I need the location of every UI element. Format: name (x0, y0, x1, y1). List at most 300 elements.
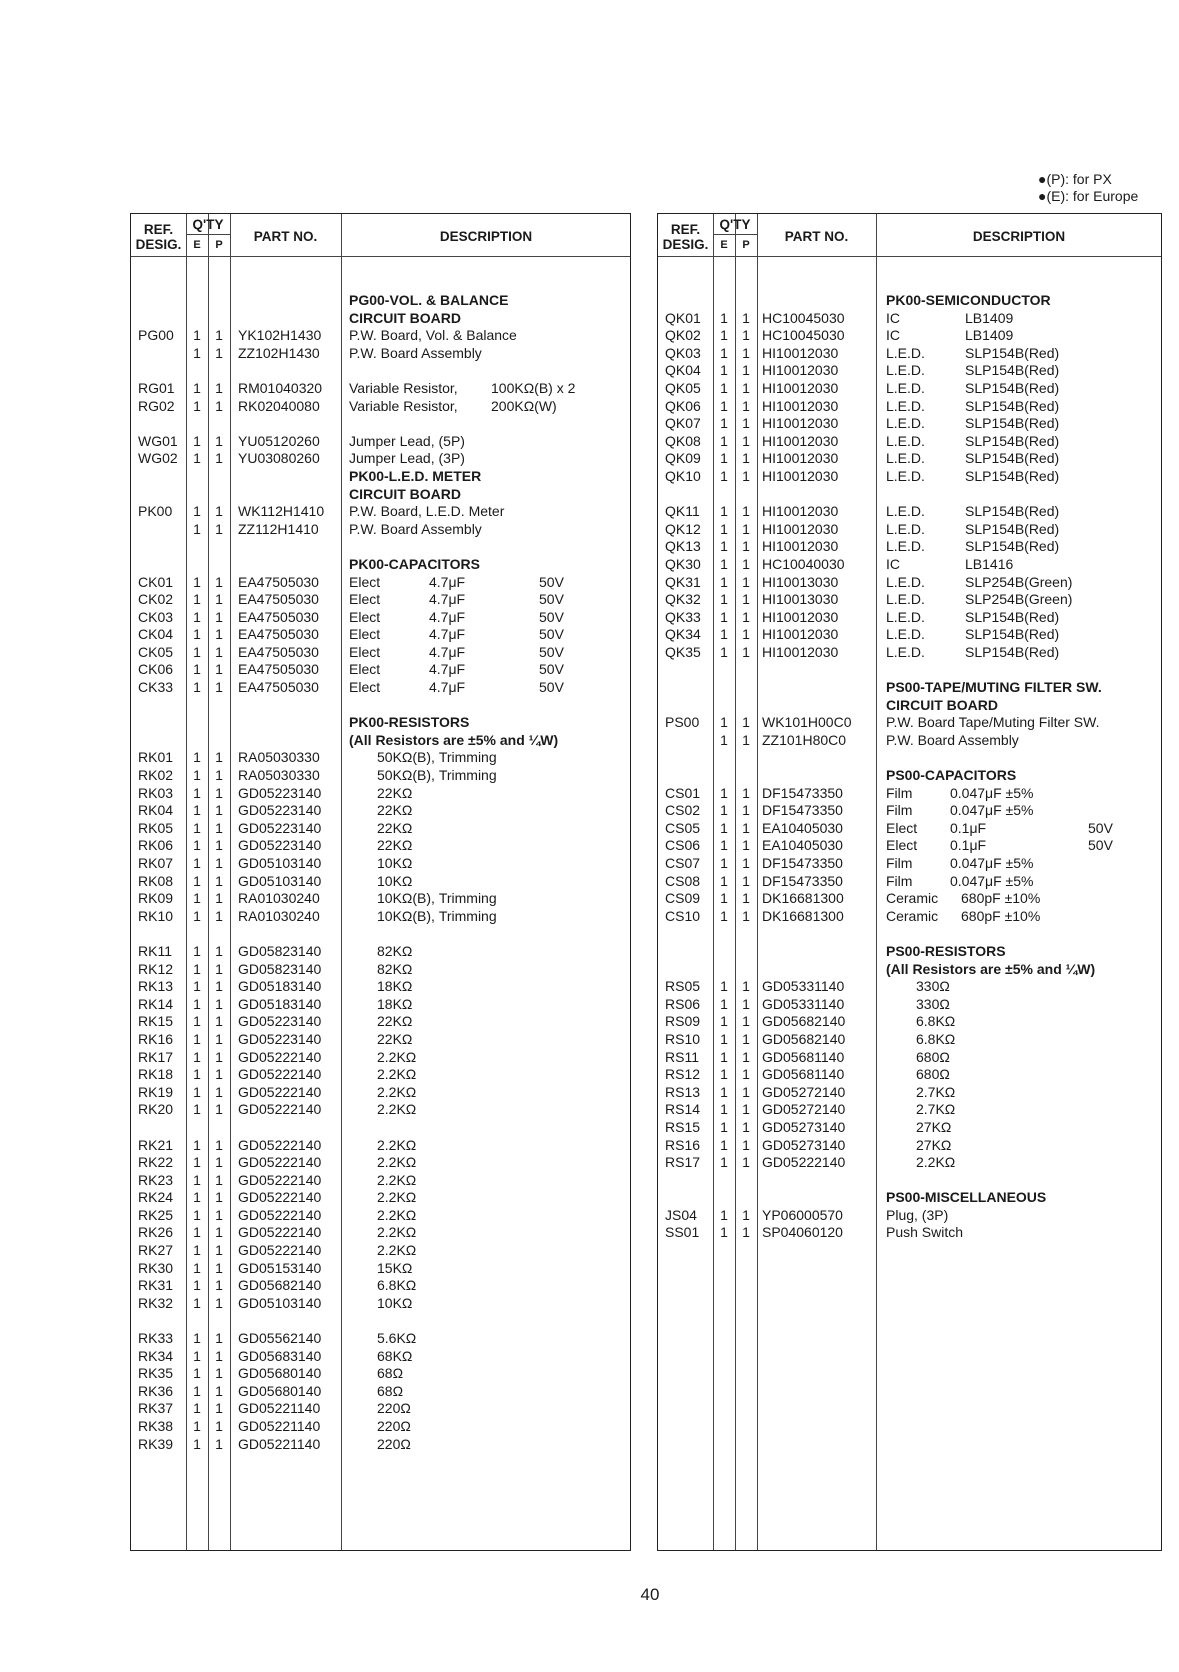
qty-e: 1 (193, 1189, 201, 1206)
qty-p: 1 (742, 1013, 750, 1030)
qty-e: 1 (193, 520, 201, 537)
part-number: HI10012030 (762, 415, 839, 432)
part-number: EA47505030 (238, 608, 319, 625)
qty-p: 1 (215, 643, 223, 660)
qty-e: 1 (193, 379, 201, 396)
part-row (131, 591, 630, 609)
qty-p: 1 (215, 1382, 223, 1399)
value: 2.7KΩ (916, 1083, 956, 1100)
part-row (658, 1049, 1161, 1067)
ref-desig: RG02 (138, 397, 175, 414)
value: 0.1μF (950, 819, 987, 836)
part-number: GD05222140 (238, 1171, 322, 1188)
value: 50KΩ(B), Trimming (377, 767, 497, 784)
value: 4.7μF (429, 643, 466, 660)
description: Jumper Lead, (5P) (349, 432, 465, 449)
part-number: RK02040080 (238, 397, 320, 414)
section-heading (658, 943, 1161, 961)
qty-p: 1 (742, 784, 750, 801)
qty-p: 1 (742, 1224, 750, 1241)
description: P.W. Board Tape/Muting Filter SW. (886, 714, 1100, 731)
section-title: PS00-MISCELLANEOUS (886, 1189, 1047, 1206)
qty-p: 1 (215, 1347, 223, 1364)
qty-p: 1 (215, 626, 223, 643)
part-row (131, 345, 630, 363)
qty-e: 1 (720, 1154, 728, 1171)
section-heading (131, 486, 630, 504)
value: 330Ω (916, 995, 950, 1012)
part-number: GD05680140 (238, 1365, 322, 1382)
qty-p: 1 (215, 1206, 223, 1223)
ref-desig: QK04 (665, 362, 701, 379)
voltage: 50V (539, 661, 564, 678)
ref-desig: QK07 (665, 415, 701, 432)
qty-p: 1 (742, 872, 750, 889)
part-row (131, 450, 630, 468)
part-number: YP06000570 (762, 1206, 843, 1223)
qty-p: 1 (742, 643, 750, 660)
ref-desig: RK07 (138, 855, 174, 871)
part-row (658, 433, 1161, 451)
ref-desig: RK08 (138, 872, 174, 889)
part-row (658, 556, 1161, 574)
qty-p: 1 (742, 1118, 750, 1135)
part-row (131, 1101, 630, 1119)
qty-p: 1 (215, 802, 223, 819)
part-number: HI10012030 (762, 344, 839, 361)
qty-e: 1 (193, 1365, 201, 1382)
part-row (658, 538, 1161, 556)
qty-e: 1 (193, 784, 201, 801)
qty-e: 1 (193, 749, 201, 766)
voltage: 50V (539, 591, 564, 608)
ref-desig: QK05 (665, 379, 701, 396)
value: 220Ω (377, 1418, 411, 1434)
description: Elect (349, 626, 381, 643)
voltage: 50V (539, 679, 564, 696)
part-number: HI10012030 (762, 397, 839, 414)
value: 27KΩ (916, 1136, 952, 1153)
qty-p: 1 (742, 379, 750, 396)
ref-desig: QK35 (665, 643, 701, 660)
description: Film (886, 802, 913, 819)
value: SLP154B(Red) (965, 520, 1060, 537)
qty-e: 1 (193, 450, 201, 467)
value: 0.1μF (950, 837, 987, 854)
part-row (658, 996, 1161, 1014)
ref-desig: RK14 (138, 995, 174, 1012)
qty-p: 1 (742, 890, 750, 907)
description: Variable Resistor, (349, 397, 458, 414)
qty-p: 1 (215, 1365, 223, 1382)
ref-desig: CS05 (665, 819, 701, 836)
description: Elect (886, 837, 918, 854)
part-row (658, 1224, 1161, 1242)
part-row (131, 1418, 630, 1436)
description: L.E.D. (886, 450, 925, 467)
qty-e: 1 (720, 819, 728, 836)
value: 10KΩ (377, 1294, 413, 1311)
ref-desig: CK03 (138, 608, 174, 625)
part-row (658, 890, 1161, 908)
qty-e: 1 (720, 872, 728, 889)
ref-desig: CS08 (665, 872, 701, 889)
part-number: GD05222140 (238, 1083, 322, 1100)
ref-desig: PS00 (665, 714, 700, 731)
qty-e: 1 (193, 802, 201, 819)
qty-p: 1 (215, 1242, 223, 1259)
qty-e: 1 (193, 503, 201, 520)
qty-p: 1 (742, 802, 750, 819)
part-number: RA01030240 (238, 907, 320, 924)
ref-desig: RG01 (138, 379, 175, 396)
description: P.W. Board Assembly (349, 344, 482, 361)
description: Elect (349, 591, 381, 608)
part-number: GD05682140 (762, 1013, 846, 1030)
part-number: HI10012030 (762, 643, 839, 660)
qty-e: 1 (720, 591, 728, 608)
ref-desig: RK11 (138, 942, 172, 959)
part-row (131, 679, 630, 697)
description: L.E.D. (886, 608, 925, 625)
qty-e: 1 (193, 1048, 201, 1065)
qty-e: 1 (193, 344, 201, 361)
qty-e: 1 (720, 1101, 728, 1118)
part-number: GD05682140 (762, 1030, 846, 1047)
ref-desig: RK25 (138, 1206, 174, 1223)
ref-desig: RK34 (138, 1347, 174, 1364)
qty-e: 1 (193, 767, 201, 784)
part-row (131, 1207, 630, 1225)
part-row (131, 855, 630, 873)
part-number: HI10012030 (762, 467, 839, 484)
part-row (131, 785, 630, 803)
ref-desig: RK18 (138, 1066, 174, 1083)
ref-desig: RS13 (665, 1083, 701, 1100)
value: 68Ω (377, 1365, 404, 1382)
description: P.W. Board Assembly (349, 520, 482, 537)
qty-e: 1 (193, 643, 201, 660)
part-number: GD05823140 (238, 960, 322, 977)
header-qty: Q'TY (719, 217, 751, 232)
qty-e: 1 (720, 344, 728, 361)
value: 50KΩ(B), Trimming (377, 749, 497, 766)
ref-desig: RK30 (138, 1259, 174, 1276)
value: SLP154B(Red) (965, 450, 1060, 467)
part-number: GD05223140 (238, 784, 322, 801)
voltage: 50V (1088, 837, 1113, 854)
qty-p: 1 (742, 1048, 750, 1065)
part-row (658, 873, 1161, 891)
qty-e: 1 (193, 591, 201, 608)
part-row (131, 1013, 630, 1031)
value: 10KΩ(B), Trimming (377, 890, 497, 907)
qty-e: 1 (720, 1083, 728, 1100)
part-number: HI10012030 (762, 432, 839, 449)
part-number: GD05223140 (238, 1013, 322, 1030)
header-description: DESCRIPTION (972, 229, 1066, 244)
part-row (131, 908, 630, 926)
qty-p: 1 (215, 907, 223, 924)
qty-p: 1 (215, 1189, 223, 1206)
part-number: GD05153140 (238, 1259, 322, 1276)
value: SLP154B(Red) (965, 397, 1060, 414)
parts-table-right (657, 213, 1162, 1551)
qty-e: 1 (193, 1330, 201, 1347)
part-row (131, 767, 630, 785)
part-row (658, 802, 1161, 820)
part-number: HI10012030 (762, 626, 839, 643)
value: SLP154B(Red) (965, 362, 1060, 379)
legend-europe: ●(E): for Europe (1038, 188, 1139, 204)
qty-e: 1 (720, 1118, 728, 1135)
description: L.E.D. (886, 344, 925, 361)
part-number: EA47505030 (238, 573, 319, 590)
qty-e: 1 (193, 608, 201, 625)
qty-p: 1 (215, 960, 223, 977)
qty-p: 1 (742, 978, 750, 995)
qty-e: 1 (193, 432, 201, 449)
value: 220Ω (377, 1435, 411, 1452)
qty-e: 1 (193, 1171, 201, 1188)
description: L.E.D. (886, 415, 925, 432)
description: IC (886, 309, 900, 326)
part-number: RA01030240 (238, 890, 320, 907)
ref-desig: QK33 (665, 608, 701, 625)
part-number: GD05221140 (238, 1418, 321, 1434)
section-title: CIRCUIT BOARD (886, 696, 998, 713)
part-number: EA47505030 (238, 591, 319, 608)
description: Elect (886, 819, 918, 836)
ref-desig: RK27 (138, 1242, 174, 1259)
qty-p: 1 (215, 1277, 223, 1294)
part-row (658, 820, 1161, 838)
qty-p: 1 (215, 608, 223, 625)
qty-p: 1 (742, 1154, 750, 1171)
description: L.E.D. (886, 503, 925, 520)
part-row (658, 380, 1161, 398)
section-heading (658, 292, 1161, 310)
ref-desig: CS01 (665, 784, 701, 801)
part-number: GD05272140 (762, 1101, 846, 1118)
qty-p: 1 (742, 432, 750, 449)
part-number: GD05562140 (238, 1330, 322, 1347)
qty-p: 1 (215, 1013, 223, 1030)
qty-p: 1 (742, 1030, 750, 1047)
ref-desig: RS05 (665, 978, 701, 995)
qty-p: 1 (215, 379, 223, 396)
qty-p: 1 (742, 995, 750, 1012)
part-number: GD05683140 (238, 1347, 322, 1364)
parts-table-left (130, 213, 631, 1551)
part-row (131, 1383, 630, 1401)
ref-desig: QK10 (665, 467, 701, 484)
qty-e: 1 (720, 1206, 728, 1223)
ref-desig: RK23 (138, 1171, 174, 1188)
part-number: HI10012030 (762, 450, 839, 467)
qty-e: 1 (193, 573, 201, 590)
header-ref: REF. DESIG. (135, 222, 182, 252)
qty-e: 1 (193, 819, 201, 836)
ref-desig: RS06 (665, 995, 701, 1012)
part-row (131, 1365, 630, 1383)
part-row (131, 873, 630, 891)
ref-desig: QK32 (665, 591, 701, 608)
qty-p: 1 (742, 573, 750, 590)
value: 6.8KΩ (916, 1030, 956, 1047)
value: 220Ω (377, 1400, 411, 1417)
ref-desig: RK35 (138, 1365, 174, 1382)
header-description: DESCRIPTION (439, 229, 533, 244)
value: SLP154B(Red) (965, 415, 1060, 432)
value: SLP154B(Red) (965, 344, 1060, 361)
qty-p: 1 (215, 432, 223, 449)
qty-e: 1 (193, 1101, 201, 1118)
ref-desig: RS10 (665, 1030, 701, 1047)
part-number: HI10012030 (762, 362, 839, 379)
part-row (131, 837, 630, 855)
part-row (131, 1224, 630, 1242)
part-row (131, 820, 630, 838)
qty-e: 1 (193, 855, 201, 871)
part-row (658, 362, 1161, 380)
part-row (658, 521, 1161, 539)
value: SLP254B(Green) (965, 573, 1073, 590)
part-row (131, 978, 630, 996)
qty-e: 1 (720, 978, 728, 995)
qty-p: 1 (215, 942, 223, 959)
qty-p: 1 (215, 1048, 223, 1065)
part-row (658, 327, 1161, 345)
description: Film (886, 872, 913, 889)
qty-p: 1 (742, 1083, 750, 1100)
qty-e: 1 (193, 397, 201, 414)
qty-e: 1 (193, 907, 201, 924)
description: Elect (349, 679, 381, 696)
value: 82KΩ (377, 960, 413, 977)
part-row (131, 1242, 630, 1260)
part-number: HC10045030 (762, 327, 845, 344)
ref-desig: CS07 (665, 855, 701, 871)
qty-p: 1 (742, 1066, 750, 1083)
qty-p: 1 (215, 397, 223, 414)
qty-p: 1 (215, 890, 223, 907)
value: 2.2KΩ (377, 1083, 417, 1100)
qty-e: 1 (193, 1435, 201, 1452)
part-number: GD05273140 (762, 1118, 846, 1135)
value: 18KΩ (377, 978, 413, 995)
qty-e: 1 (720, 1048, 728, 1065)
qty-p: 1 (215, 995, 223, 1012)
value: 2.2KΩ (377, 1066, 417, 1083)
part-row (131, 327, 630, 345)
value: 680Ω (916, 1048, 950, 1065)
value: 2.2KΩ (377, 1189, 417, 1206)
qty-e: 1 (720, 503, 728, 520)
value: SLP154B(Red) (965, 626, 1060, 643)
qty-p: 1 (215, 784, 223, 801)
part-row (131, 1066, 630, 1084)
ref-desig: PG00 (138, 327, 174, 344)
part-row (131, 644, 630, 662)
part-row (131, 1295, 630, 1313)
qty-p: 1 (742, 555, 750, 572)
ref-desig: CK02 (138, 591, 174, 608)
qty-e: 1 (193, 1066, 201, 1083)
qty-p: 1 (742, 714, 750, 731)
qty-p: 1 (215, 344, 223, 361)
ref-desig: RS12 (665, 1066, 701, 1083)
rows-left (131, 292, 630, 1453)
description: Elect (349, 608, 381, 625)
value: 0.047μF ±5% (950, 802, 1034, 819)
part-number: SP04060120 (762, 1224, 843, 1241)
voltage: 50V (539, 608, 564, 625)
header-qty: Q'TY (192, 217, 224, 232)
part-row (658, 1207, 1161, 1225)
ref-desig: RK17 (138, 1048, 174, 1065)
part-number: RA05030330 (238, 767, 320, 784)
qty-e: 1 (720, 1224, 728, 1241)
qty-e: 1 (720, 1013, 728, 1030)
section-title: PK00-SEMICONDUCTOR (886, 292, 1051, 308)
qty-p: 1 (215, 1224, 223, 1241)
spacer-row (131, 362, 630, 380)
ref-desig: RK38 (138, 1418, 174, 1434)
qty-e: 1 (193, 1242, 201, 1259)
part-row (131, 433, 630, 451)
part-number: GD05103140 (238, 872, 322, 889)
value: 2.2KΩ (377, 1224, 417, 1241)
value: 68Ω (377, 1382, 404, 1399)
qty-e: 1 (720, 379, 728, 396)
qty-p: 1 (215, 679, 223, 696)
section-heading (658, 767, 1161, 785)
ref-desig: JS04 (665, 1206, 697, 1223)
description: P.W. Board Assembly (886, 731, 1019, 748)
part-row (658, 468, 1161, 486)
qty-p: 1 (742, 731, 750, 748)
part-row (658, 855, 1161, 873)
value: SLP254B(Green) (965, 591, 1073, 608)
ref-desig: SS01 (665, 1224, 700, 1241)
section-heading (658, 697, 1161, 715)
value: 6.8KΩ (916, 1013, 956, 1030)
part-row (658, 345, 1161, 363)
part-row (131, 574, 630, 592)
header-part-no: PART NO. (253, 229, 318, 244)
description: L.E.D. (886, 643, 925, 660)
spacer-row (131, 697, 630, 715)
part-row (658, 714, 1161, 732)
qty-e: 1 (720, 309, 728, 326)
voltage: 50V (539, 573, 564, 590)
description: Jumper Lead, (3P) (349, 450, 465, 467)
qty-e: 1 (193, 995, 201, 1012)
part-number: HI10012030 (762, 379, 839, 396)
part-number: EA10405030 (762, 837, 843, 854)
ref-desig: QK31 (665, 573, 701, 590)
ref-desig: RK16 (138, 1030, 174, 1047)
value: 2.2KΩ (377, 1136, 417, 1153)
qty-p: 1 (215, 872, 223, 889)
part-row (658, 908, 1161, 926)
ref-desig: RK13 (138, 978, 174, 995)
ref-desig: QK02 (665, 327, 701, 344)
qty-e: 1 (193, 1224, 201, 1241)
header-e: E (193, 239, 201, 251)
qty-e: 1 (720, 362, 728, 379)
